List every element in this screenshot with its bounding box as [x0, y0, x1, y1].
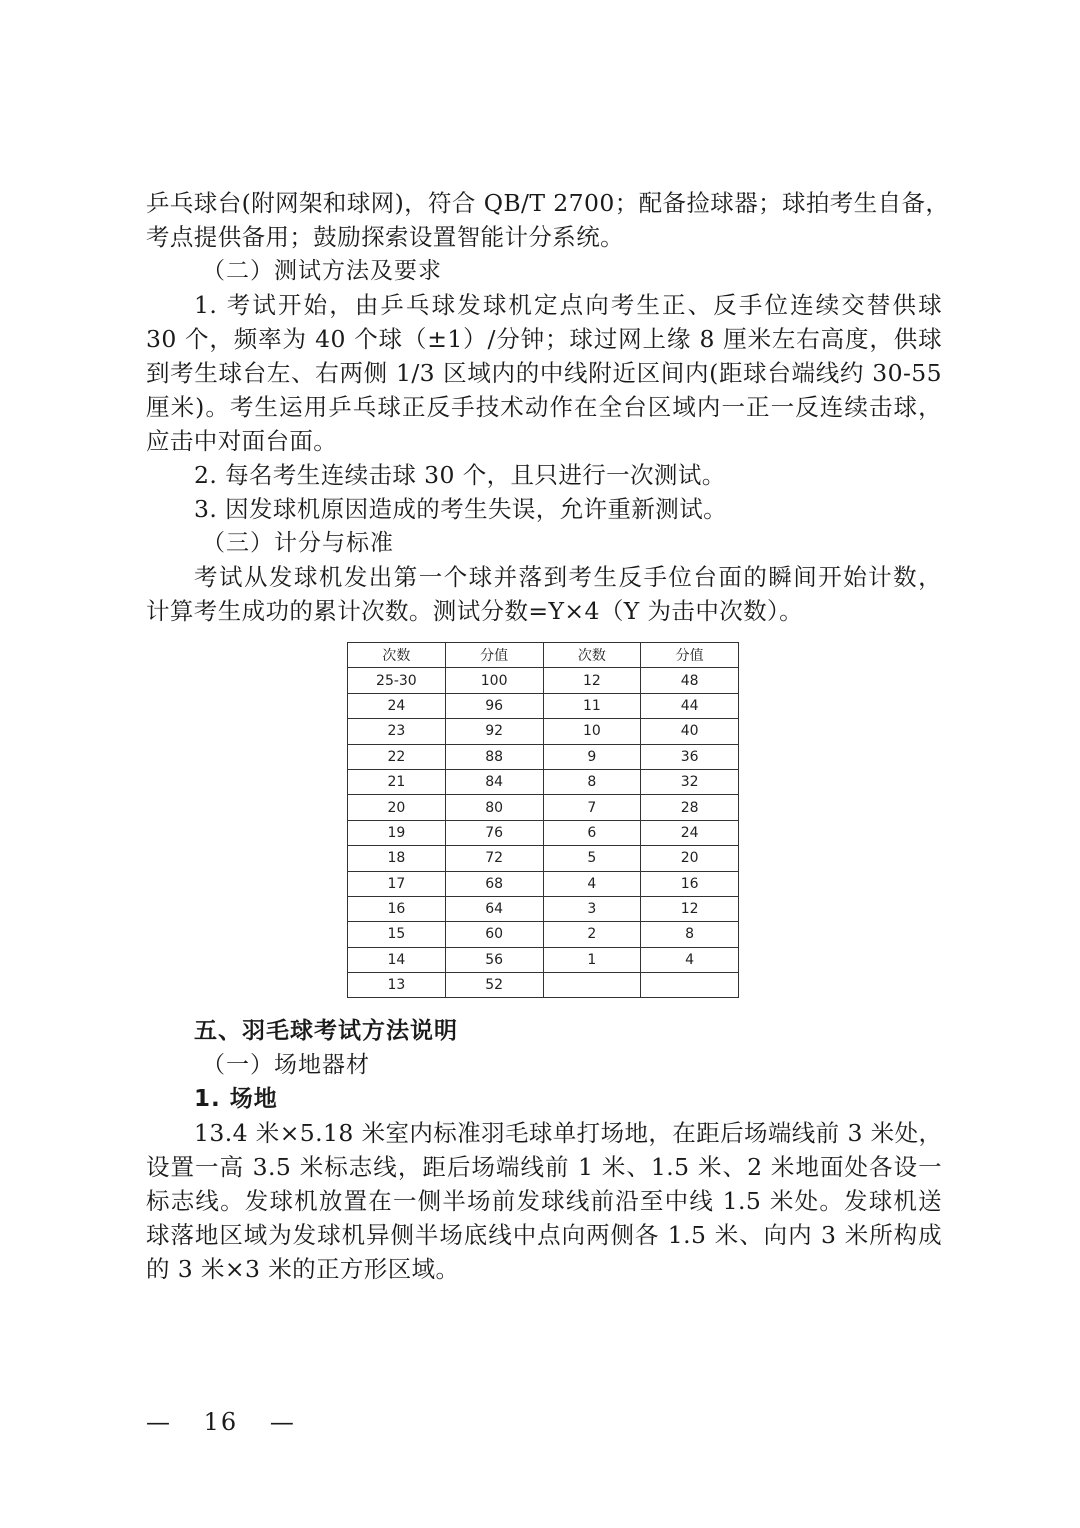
- table-row: [348, 693, 739, 718]
- table-row: [348, 795, 739, 820]
- table-header-row: [348, 643, 739, 668]
- table-cell: 13: [348, 973, 446, 998]
- table-cell: 32: [641, 769, 739, 794]
- table-header-cell: 分值: [641, 643, 739, 668]
- table-cell: 64: [445, 896, 543, 921]
- table-cell: 25-30: [348, 668, 446, 693]
- table-cell: 23: [348, 719, 446, 744]
- table-row: [348, 973, 739, 998]
- body-line: 到考生球台左、右两侧 1/3 区域内的中线附近区间内(距球台端线约 30-55: [146, 359, 942, 387]
- venue-heading: （一）场地器材: [202, 1052, 370, 1079]
- body-line: 30 个，频率为 40 个球（±1）/分钟；球过网上缘 8 厘米左右高度，供球: [146, 325, 942, 353]
- table-cell: 16: [641, 871, 739, 896]
- body-line: 设置一高 3.5 米标志线，距后场端线前 1 米、1.5 米、2 米地面处各设一: [146, 1153, 942, 1182]
- table-row: [348, 846, 739, 871]
- table-cell: 4: [543, 871, 641, 896]
- footer-dash: —: [146, 1408, 172, 1436]
- table-cell: 60: [445, 922, 543, 947]
- table-row: [348, 947, 739, 972]
- table-cell: 76: [445, 820, 543, 845]
- table-cell: 17: [348, 871, 446, 896]
- table-cell: 56: [445, 947, 543, 972]
- table-cell: 12: [641, 896, 739, 921]
- table-cell: 7: [543, 795, 641, 820]
- table-cell: 18: [348, 846, 446, 871]
- table-cell: 52: [445, 973, 543, 998]
- table-cell: 19: [348, 820, 446, 845]
- table-cell: 48: [641, 668, 739, 693]
- table-row: [348, 744, 739, 769]
- body-line: 乒乓球台(附网架和球网)，符合 QB/T 2700；配备捡球器；球拍考生自备，: [146, 189, 950, 217]
- body-line: 厘米)。考生运用乒乓球正反手技术动作在全台区域内一正一反连续击球，: [146, 393, 942, 421]
- table-cell: 6: [543, 820, 641, 845]
- table-cell: 9: [543, 744, 641, 769]
- table-cell: 12: [543, 668, 641, 693]
- table-header-cell: 分值: [445, 643, 543, 668]
- table-row: [348, 769, 739, 794]
- table-cell: 20: [348, 795, 446, 820]
- table-cell: 44: [641, 693, 739, 718]
- table-row: [348, 820, 739, 845]
- table-cell: [543, 973, 641, 998]
- table-row: [348, 871, 739, 896]
- table-header-cell: 次数: [543, 643, 641, 668]
- table-cell: 24: [348, 693, 446, 718]
- table-cell: 80: [445, 795, 543, 820]
- badminton-heading: 五、羽毛球考试方法说明: [194, 1018, 458, 1045]
- table-row: [348, 896, 739, 921]
- body-line: 应击中对面台面。: [146, 427, 338, 455]
- table-cell: 2: [543, 922, 641, 947]
- method-heading: （二）测试方法及要求: [202, 258, 442, 284]
- table-row: [348, 668, 739, 693]
- site-heading: 1. 场地: [194, 1086, 278, 1113]
- table-cell: 16: [348, 896, 446, 921]
- table-cell: 72: [445, 846, 543, 871]
- table-cell: 92: [445, 719, 543, 744]
- table-cell: 20: [641, 846, 739, 871]
- footer-dash: —: [269, 1408, 296, 1436]
- body-line: 考点提供备用；鼓励探索设置智能计分系统。: [146, 223, 624, 251]
- table-cell: 10: [543, 719, 641, 744]
- table-cell: 88: [445, 744, 543, 769]
- table-cell: 5: [543, 846, 641, 871]
- table-cell: 28: [641, 795, 739, 820]
- page-number: 16: [203, 1408, 239, 1436]
- body-line: 计算考生成功的累计次数。测试分数=Y×4（Y 为击中次数）。: [146, 597, 804, 625]
- table-cell: 21: [348, 769, 446, 794]
- body-line: 球落地区域为发球机异侧半场底线中点向两侧各 1.5 米、向内 3 米所构成: [146, 1221, 942, 1250]
- table-row: [348, 719, 739, 744]
- table-row: [348, 922, 739, 947]
- table-cell: 15: [348, 922, 446, 947]
- table-cell: 68: [445, 871, 543, 896]
- body-line: 2. 每名考生连续击球 30 个，且只进行一次测试。: [194, 461, 726, 489]
- scoring-heading: （三）计分与标准: [202, 530, 394, 556]
- page-content: [146, 186, 950, 1286]
- table-cell: 36: [641, 744, 739, 769]
- page-footer: [146, 1408, 296, 1436]
- table-cell: 100: [445, 668, 543, 693]
- spacer: [146, 998, 942, 1014]
- body-line: 考试从发球机发出第一个球并落到考生反手位台面的瞬间开始计数，: [194, 563, 942, 591]
- table-cell: 96: [445, 693, 543, 718]
- table-cell: 4: [641, 947, 739, 972]
- table-cell: 8: [641, 922, 739, 947]
- table-header-cell: 次数: [348, 643, 446, 668]
- body-line: 3. 因发球机原因造成的考生失误，允许重新测试。: [194, 495, 727, 523]
- table-cell: 40: [641, 719, 739, 744]
- table-cell: 24: [641, 820, 739, 845]
- body-line: 1. 考试开始，由乒乓球发球机定点向考生正、反手位连续交替供球: [194, 291, 942, 319]
- table-cell: 8: [543, 769, 641, 794]
- table-cell: 84: [445, 769, 543, 794]
- table-cell: 3: [543, 896, 641, 921]
- table-cell: [641, 973, 739, 998]
- body-line: 的 3 米×3 米的正方形区域。: [146, 1255, 460, 1284]
- body-line: 13.4 米×5.18 米室内标准羽毛球单打场地，在距后场端线前 3 米处，: [194, 1119, 943, 1148]
- table-cell: 14: [348, 947, 446, 972]
- body-line: 标志线。发球机放置在一侧半场前发球线前沿至中线 1.5 米处。发球机送: [146, 1187, 942, 1216]
- score-table: [347, 642, 739, 998]
- table-cell: 22: [348, 744, 446, 769]
- score-table-body: [348, 668, 739, 998]
- score-table-wrapper: [347, 642, 739, 998]
- table-cell: 11: [543, 693, 641, 718]
- table-cell: 1: [543, 947, 641, 972]
